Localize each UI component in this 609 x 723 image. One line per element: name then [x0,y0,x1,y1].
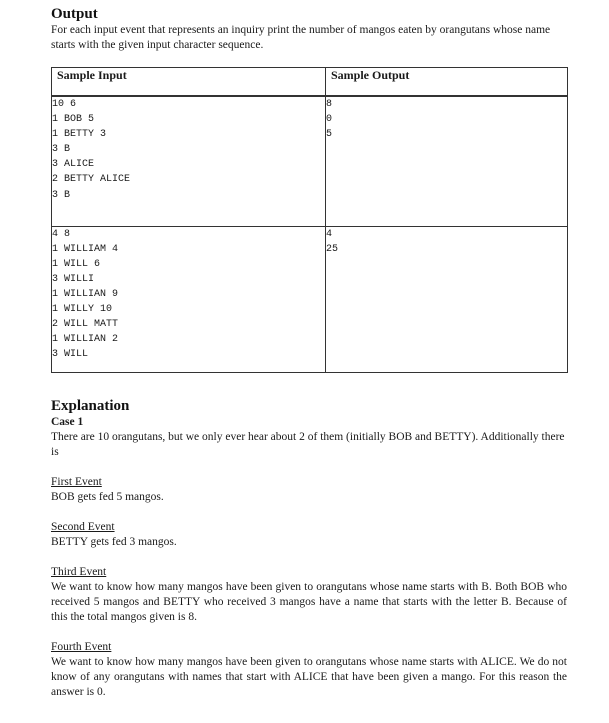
event-text: We want to know how many mangos have been given to orangutans whose name starts with ALICE. We do not know of any orangutans with names that start with ALICE that have been given a mango. For this reason the answer is 0. [51,656,567,698]
output-heading: Output [51,6,98,22]
input-line: 3 WILL [52,349,89,361]
input-line: 3 ALICE [52,159,95,171]
input-line: 4 8 [52,228,71,240]
output-line: 4 [326,228,333,240]
event-text: BOB gets fed 5 mangos. [51,491,164,503]
input-line: 1 BETTY 3 [52,129,107,141]
case-intro: There are 10 orangutans, but we only ever hear about 2 of them (initially BOB and BETTY). Additionally there is [51,431,565,458]
case-title: Case 1 [51,416,84,428]
explanation-heading: Explanation [51,398,130,414]
output-description: For each input event that represents an inquiry print the number of mangos eaten by orangutans whose name starts with the given input character sequence. [51,24,551,51]
event-block [51,565,567,625]
event-block [51,520,567,550]
input-line: 2 BETTY ALICE [52,174,131,186]
input-line: 1 WILL 6 [52,258,101,270]
sample-output-cell [326,96,568,226]
sample-input-cell [52,226,326,372]
event-title: Third Event [51,566,107,578]
input-line: 3 WILLI [52,273,95,285]
input-line: 1 WILLIAN 9 [52,288,119,300]
event-title: Second Event [51,521,115,533]
table-row [52,226,568,372]
event-block [51,475,567,505]
input-line: 10 6 [52,99,77,110]
event-block [51,640,567,700]
input-line: 1 BOB 5 [52,114,95,126]
input-line: 3 B [52,189,71,201]
output-line: 8 [326,99,333,110]
event-text: We want to know how many mangos have been given to orangutans whose name starts with B. Both BOB who received 5 mangos and BETTY who received 3 mangos have a name that starts with the letter B. Because of this the total mangos given is 8. [51,581,567,623]
sample-output-header: Sample Output [326,68,568,97]
input-line: 1 WILLIAM 4 [52,243,119,255]
output-line: 5 [326,129,333,141]
sample-input-cell [52,96,326,226]
input-line: 2 WILL MATT [52,319,119,331]
input-line: 3 B [52,144,71,156]
event-text: BETTY gets fed 3 mangos. [51,536,177,548]
explanation-section [51,397,567,700]
samples-table [51,67,568,373]
sample-input-header: Sample Input [52,68,326,97]
table-row [52,96,568,226]
sample-output-cell [326,226,568,372]
output-line: 25 [326,243,339,255]
input-line: 1 WILLY 10 [52,303,113,315]
output-line: 0 [326,114,333,126]
event-title: First Event [51,476,102,488]
problem-statement [51,5,571,698]
event-title: Fourth Event [51,641,112,653]
table-header-row [52,68,568,97]
input-line: 1 WILLIAN 2 [52,334,119,346]
